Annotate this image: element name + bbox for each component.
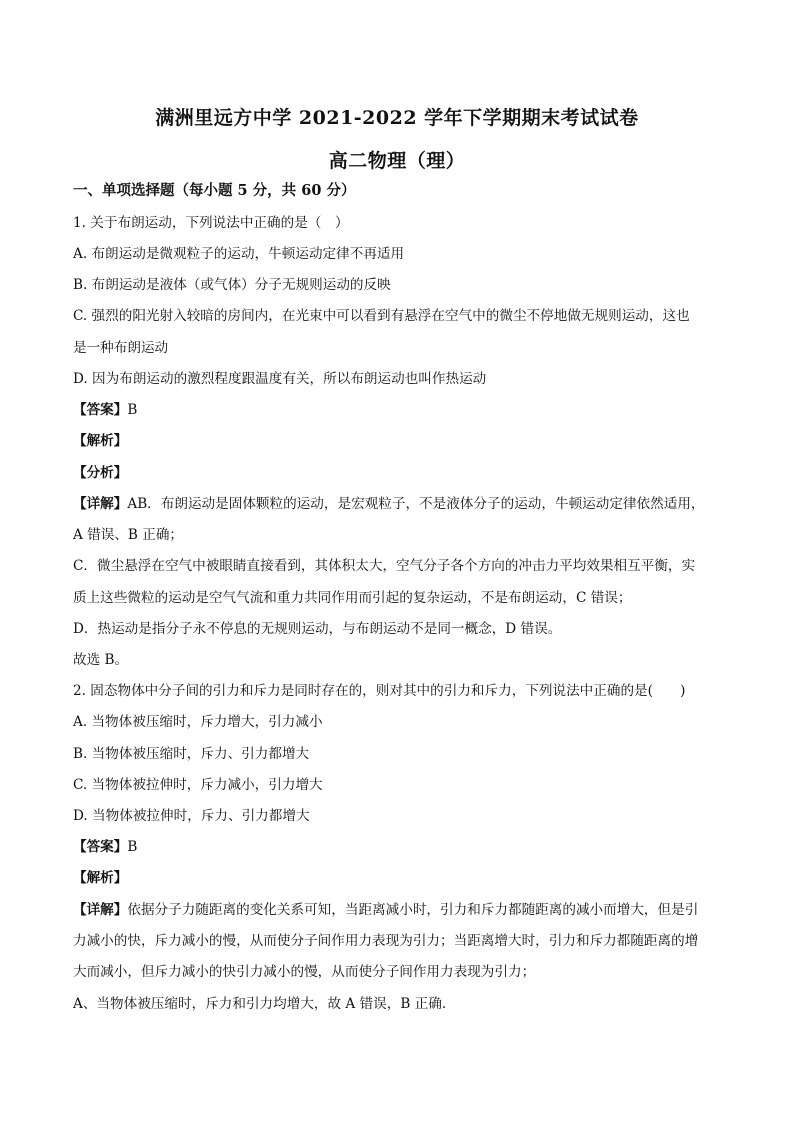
q1-option-d: D. 因为布朗运动的激烈程度跟温度有关，所以布朗运动也叫作热运动 [73,371,487,387]
q1-stem: 1. 关于布朗运动，下列说法中正确的是（ ） [73,215,349,231]
detail-tag: 【详解】 [73,902,128,918]
q2-detail-line2: 力减小的快，斥力减小的慢，从而使分子间作用力表现为引力；当距离增大时，引力和斥力都随距离的增 [73,933,699,949]
q2-option-b: B. 当物体被压缩时，斥力、引力都增大 [73,746,310,762]
q1-detail-line5: D．热运动是指分子永不停息的无规则运动，与布朗运动不是同一概念，D 错误。 [73,621,562,637]
q2-detail-line3: 大而减小，但斥力减小的快引力减小的慢，从而使分子间作用力表现为引力； [73,964,536,980]
answer-tag: 【答案】 [73,402,128,418]
q2-detail-line1: 【详解】依据分子力随距离的变化关系可知，当距离减小时，引力和斥力都随距离的减小而增大，但是引 [73,902,699,918]
q1-answer: B [127,402,138,418]
q2-stem: 2. 固态物体中分子间的引力和斥力是同时存在的，则对其中的引力和斥力，下列说法中正确的是( ) [73,683,686,699]
q1-detail-line1: 【详解】AB．布朗运动是固体颗粒的运动，是宏观粒子，不是液体分子的运动，牛顿运动定律依然适用， [73,496,705,512]
exam-subtitle: 高二物理（理） [328,150,466,172]
exam-title: 满洲里远方中学 2021-2022 学年下学期期末考试试卷 [155,107,639,129]
q1-detail-line3: C．微尘悬浮在空气中被眼睛直接看到，其体积太大，空气分子各个方向的冲击力平均效果相互平衡，实 [73,558,696,574]
detail-tag: 【详解】 [73,496,128,512]
answer-tag: 【答案】 [73,839,128,855]
q2-answer: B [127,839,138,855]
q2-option-c: C. 当物体被拉伸时，斥力减小，引力增大 [73,777,323,793]
q2-answer-row [73,837,733,857]
q2-option-a: A. 当物体被压缩时，斥力增大，引力减小 [73,714,323,730]
q2-analysis-tag: 【解析】 [73,870,128,886]
q1-detail-line2: A 错误、B 正确； [73,527,184,543]
q1-option-a: A. 布朗运动是微观粒子的运动，牛顿运动定律不再适用 [73,246,405,262]
q1-conclusion: 故选 B。 [73,652,129,668]
q1-answer-row [73,400,733,420]
q1-detail-line4: 质上这些微粒的运动是空气气流和重力共同作用而引起的复杂运动，不是布朗运动，C 错误； [73,590,632,606]
q2-option-d: D. 当物体被拉伸时，斥力、引力都增大 [73,808,310,824]
q2-detail-line4: A、当物体被压缩时，斥力和引力均增大，故 A 错误，B 正确． [73,996,456,1012]
q1-option-b: B. 布朗运动是液体（或气体）分子无规则运动的反映 [73,277,391,293]
section-heading: 一、单项选择题（每小题 5 分，共 60 分） [73,182,356,199]
q1-analysis-tag: 【解析】 [73,433,128,449]
q1-option-c-line1: C. 强烈的阳光射入较暗的房间内，在光束中可以看到有悬浮在空气中的微尘不停地做无规则运动，这也 [73,308,690,324]
q1-option-c-line2: 是一种布朗运动 [73,340,169,356]
q1-fenxi-tag: 【分析】 [73,465,128,481]
